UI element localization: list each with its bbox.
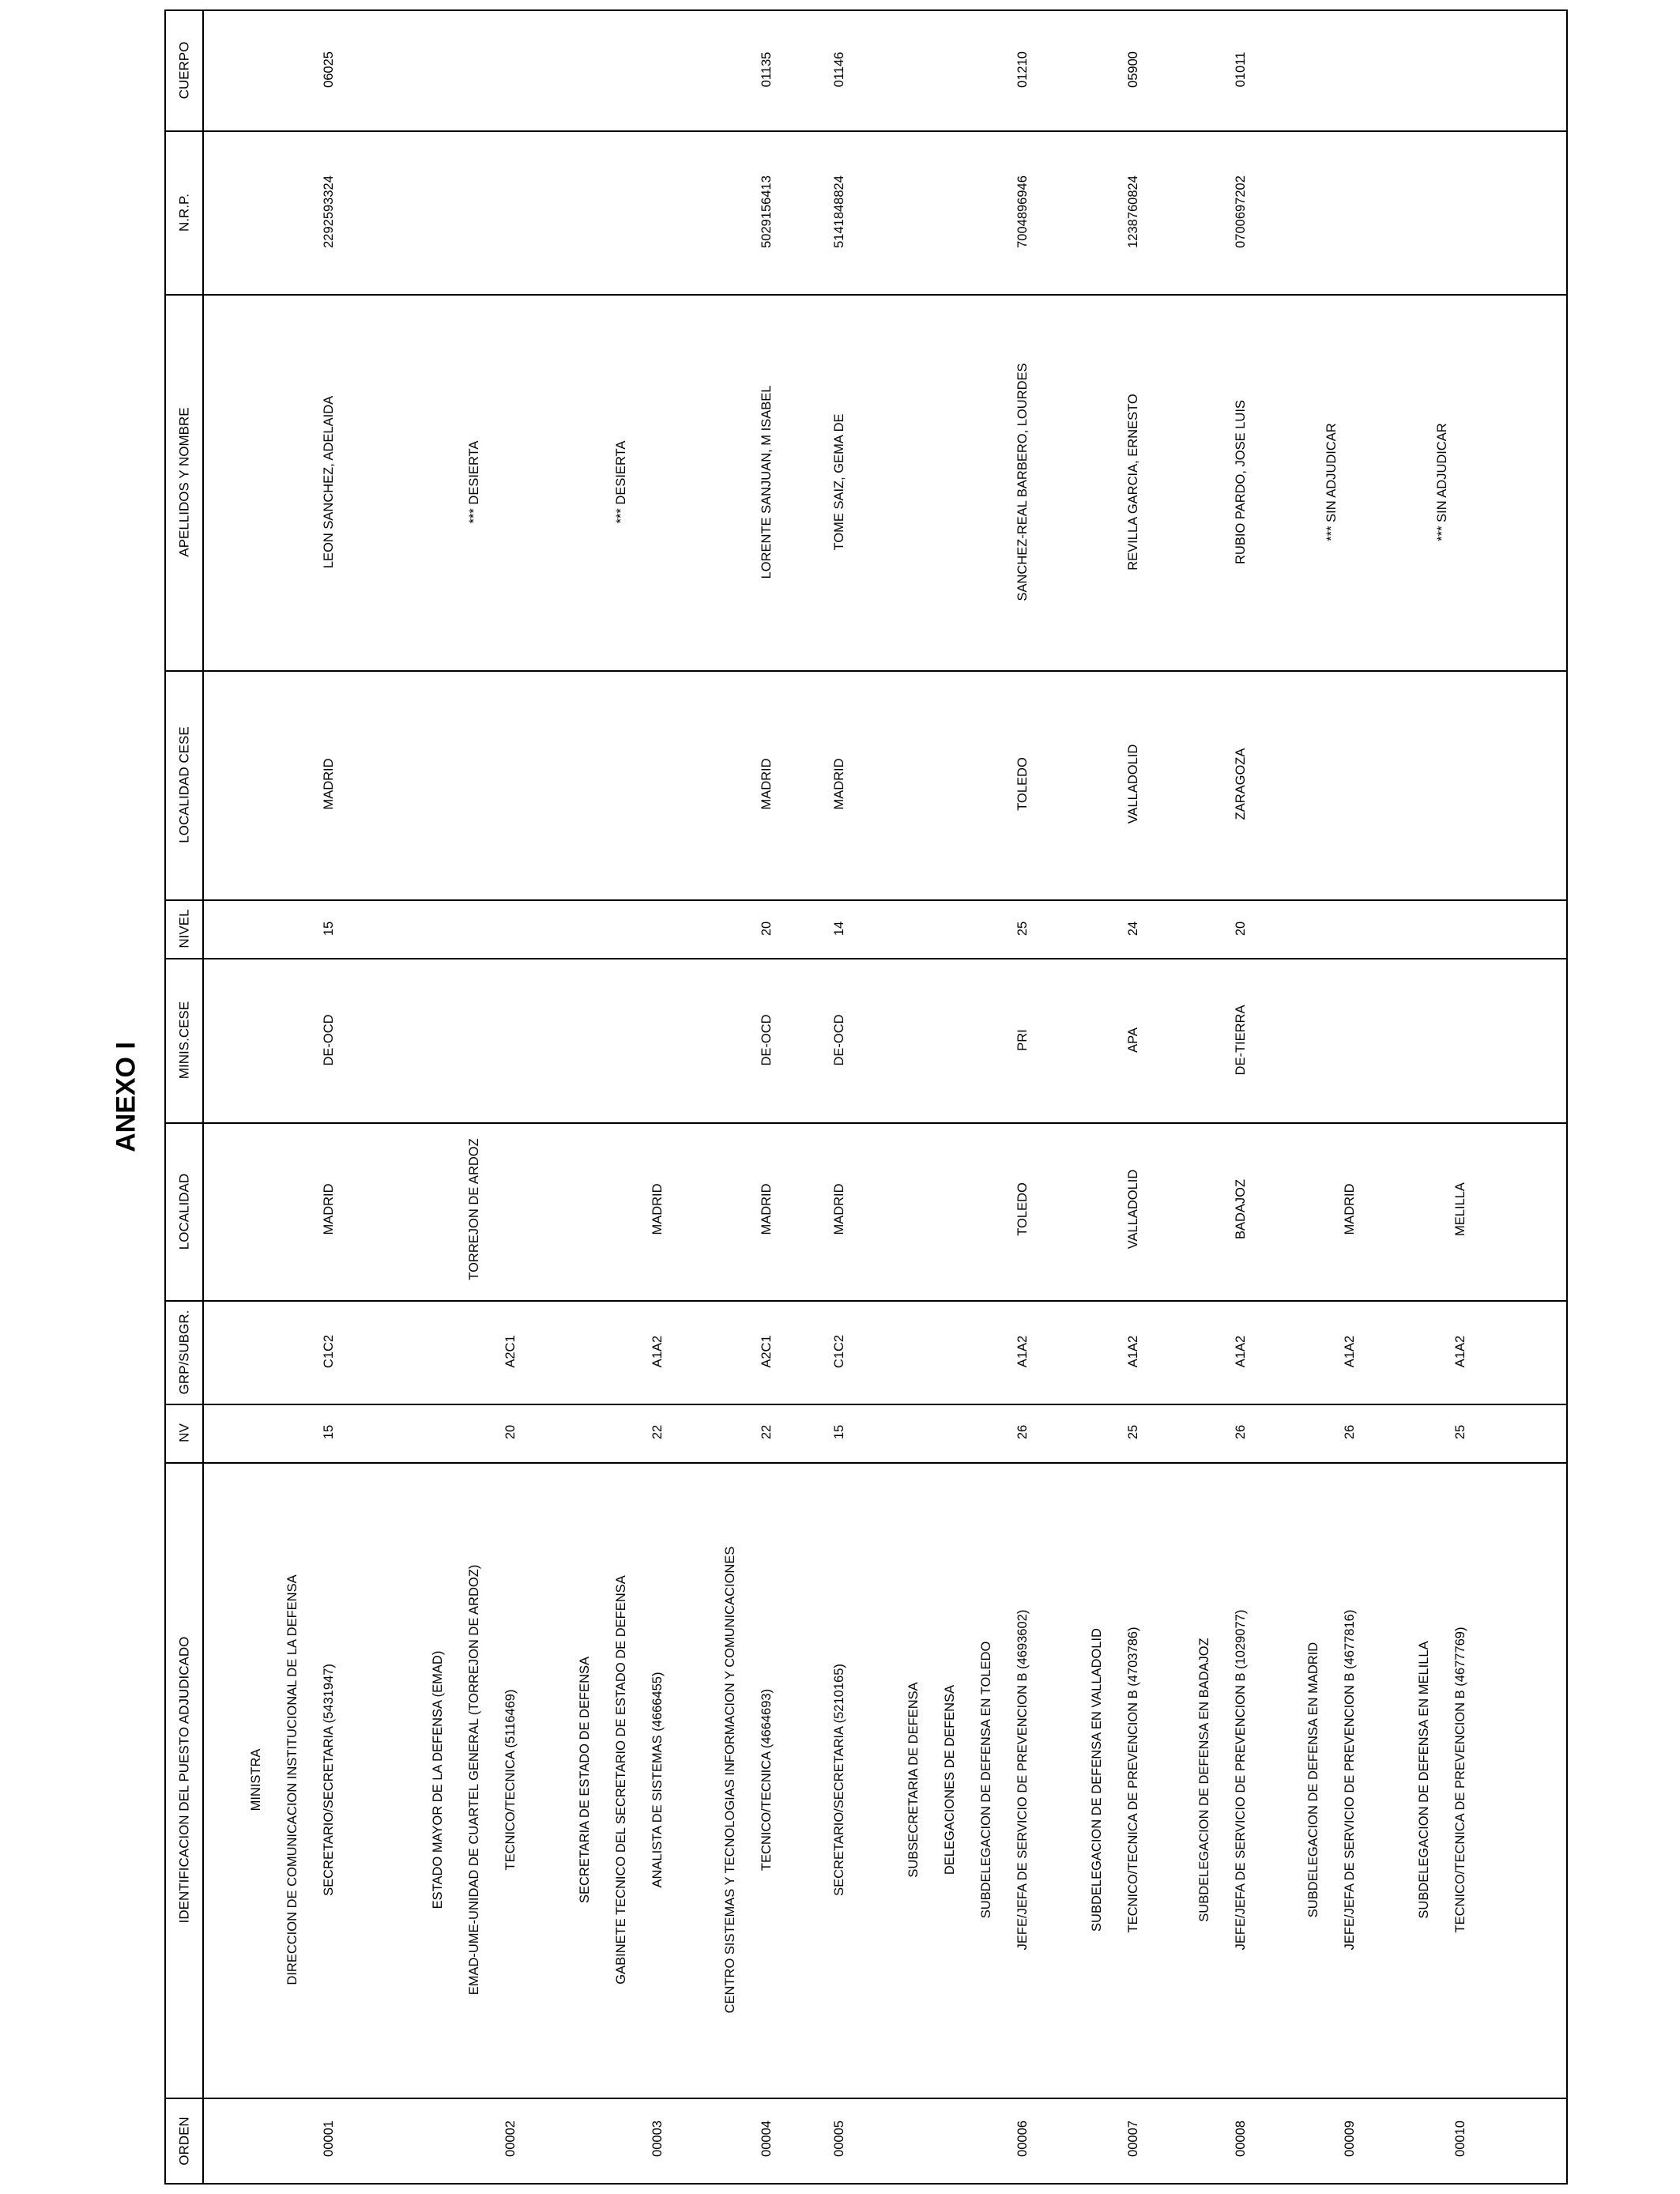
cell-loc_cese-text: MADRID bbox=[759, 758, 774, 810]
cell-nv-text: 15 bbox=[831, 1424, 846, 1440]
cell-grp-text: A1A2 bbox=[1015, 1335, 1030, 1368]
cell-nrp-text: 0700697202 bbox=[1233, 175, 1248, 248]
cell-orden-text: 00008 bbox=[1233, 2120, 1248, 2157]
cell-localidad-text: TOLEDO bbox=[1015, 1182, 1030, 1236]
puesto-line-text: SUBDELEGACION DE DEFENSA EN MADRID bbox=[1305, 1642, 1320, 1918]
cell-grp-text: A1A2 bbox=[1125, 1335, 1140, 1368]
column-divider bbox=[164, 130, 1568, 132]
cell-orden-text: 00002 bbox=[503, 2120, 518, 2157]
cell-apellidos-text: LORENTE SANJUAN, M ISABEL bbox=[759, 385, 774, 579]
cell-localidad-text: MADRID bbox=[1342, 1183, 1357, 1235]
cell-orden-text: 00009 bbox=[1342, 2120, 1357, 2157]
header-orden-text: ORDEN bbox=[176, 2117, 192, 2166]
header-cuerpo-text: CUERPO bbox=[176, 41, 192, 99]
cell-cuerpo-text: 06025 bbox=[321, 51, 336, 88]
table-frame bbox=[164, 9, 1568, 2185]
puesto-line-text: SUBDELEGACION DE DEFENSA EN MELILLA bbox=[1416, 1641, 1431, 1919]
cell-apellidos-text: *** DESIERTA bbox=[466, 440, 481, 524]
puesto-line-text: SECRETARIO/SECRETARIA (5431947) bbox=[321, 1664, 336, 1896]
cell-localidad-text: VALLADOLID bbox=[1125, 1169, 1140, 1250]
cell-apellidos-text: LEON SANCHEZ, ADELAIDA bbox=[321, 395, 336, 569]
cell-nv-text: 25 bbox=[1125, 1424, 1140, 1440]
cell-cuerpo-text: 05900 bbox=[1125, 51, 1140, 88]
header-nivel-text: NIVEL bbox=[176, 909, 192, 948]
cell-localidad-text: MADRID bbox=[321, 1183, 336, 1235]
column-divider bbox=[164, 294, 1568, 296]
cell-nv-text: 26 bbox=[1233, 1424, 1248, 1440]
cell-apellidos-text: *** SIN ADJUDICAR bbox=[1324, 423, 1339, 541]
puesto-line-text: SUBDELEGACION DE DEFENSA EN BADAJOZ bbox=[1196, 1638, 1211, 1922]
puesto-line-text: TECNICO/TECNICA DE PREVENCION B (4703786) bbox=[1125, 1627, 1140, 1933]
cell-nv-text: 22 bbox=[650, 1424, 665, 1440]
cell-orden-text: 00001 bbox=[321, 2120, 336, 2157]
puesto-line-text: ANALISTA DE SISTEMAS (4666455) bbox=[650, 1672, 665, 1888]
cell-nv-text: 22 bbox=[759, 1424, 774, 1440]
cell-nrp-text: 5141848824 bbox=[831, 175, 846, 248]
header-minis-text: MINIS.CESE bbox=[176, 1001, 192, 1080]
cell-grp-text: A1A2 bbox=[650, 1335, 665, 1368]
cell-loc_cese-text: TOLEDO bbox=[1015, 757, 1030, 811]
header-grp-text: GRP/SUBGR. bbox=[176, 1310, 192, 1394]
puesto-line-text: DELEGACIONES DE DEFENSA bbox=[942, 1684, 957, 1875]
cell-apellidos-text: REVILLA GARCIA, ERNESTO bbox=[1125, 394, 1140, 571]
cell-nv-text: 20 bbox=[503, 1424, 518, 1440]
column-divider bbox=[164, 1404, 1568, 1405]
puesto-line-text: JEFE/JEFA DE SERVICIO DE PREVENCION B (1029077) bbox=[1233, 1609, 1248, 1951]
cell-grp-text: C1C2 bbox=[831, 1334, 846, 1369]
puesto-line-text: SUBDELEGACION DE DEFENSA EN VALLADOLID bbox=[1089, 1628, 1104, 1932]
puesto-line-text: TECNICO/TECNICA (4664693) bbox=[759, 1688, 774, 1872]
cell-orden-text: 00010 bbox=[1452, 2120, 1467, 2157]
puesto-line-text: SECRETARIO/SECRETARIA (5210165) bbox=[831, 1664, 846, 1896]
cell-apellidos-text: *** DESIERTA bbox=[613, 440, 628, 524]
cell-orden-text: 00006 bbox=[1015, 2120, 1030, 2157]
cell-minis-text: DE-OCD bbox=[321, 1014, 336, 1066]
cell-grp-text: A1A2 bbox=[1233, 1335, 1248, 1368]
header-divider bbox=[202, 9, 204, 2185]
cell-nivel-text: 14 bbox=[831, 921, 846, 937]
puesto-line-text: JEFE/JEFA DE SERVICIO DE PREVENCION B (4693602) bbox=[1015, 1609, 1030, 1951]
cell-minis-text: DE-OCD bbox=[759, 1014, 774, 1066]
cell-loc_cese-text: VALLADOLID bbox=[1125, 744, 1140, 824]
cell-nv-text: 26 bbox=[1342, 1424, 1357, 1440]
cell-cuerpo-text: 01135 bbox=[759, 51, 774, 88]
cell-nrp-text: 5029156413 bbox=[759, 175, 774, 248]
cell-nivel-text: 20 bbox=[1233, 921, 1248, 937]
column-divider bbox=[164, 1462, 1568, 1464]
column-divider bbox=[164, 1300, 1568, 1302]
puesto-line-text: JEFE/JEFA DE SERVICIO DE PREVENCION B (4677816) bbox=[1342, 1609, 1357, 1951]
cell-orden-text: 00004 bbox=[759, 2120, 774, 2157]
header-nv-text: NV bbox=[176, 1423, 192, 1442]
puesto-line-text: SUBDELEGACION DE DEFENSA EN TOLEDO bbox=[978, 1641, 993, 1919]
puesto-line-text: EMAD-UME-UNIDAD DE CUARTEL GENERAL (TORREJON DE ARDOZ) bbox=[466, 1564, 481, 1996]
cell-apellidos-text: TOME SAIZ, GEMA DE bbox=[831, 413, 846, 551]
cell-localidad-text: BADAJOZ bbox=[1233, 1178, 1248, 1240]
cell-apellidos-text: RUBIO PARDO, JOSE LUIS bbox=[1233, 400, 1248, 564]
header-apellidos-text: APELLIDOS Y NOMBRE bbox=[176, 407, 192, 557]
cell-localidad-text: MADRID bbox=[650, 1183, 665, 1235]
cell-localidad-text: MADRID bbox=[759, 1183, 774, 1235]
cell-grp-text: A1A2 bbox=[1342, 1335, 1357, 1368]
cell-grp-text: A1A2 bbox=[1452, 1335, 1467, 1368]
header-loc_cese-text: LOCALIDAD CESE bbox=[176, 726, 192, 843]
cell-loc_cese-text: MADRID bbox=[321, 758, 336, 810]
page-title-text: ANEXO I bbox=[111, 1042, 141, 1152]
cell-cuerpo-text: 01210 bbox=[1015, 51, 1030, 88]
column-divider bbox=[164, 899, 1568, 901]
puesto-line-text: ESTADO MAYOR DE LA DEFENSA (EMAD) bbox=[430, 1650, 445, 1909]
cell-minis-text: PRI bbox=[1015, 1029, 1030, 1051]
cell-minis-text: DE-TIERRA bbox=[1233, 1005, 1248, 1076]
cell-orden-text: 00003 bbox=[650, 2120, 665, 2157]
puesto-line-text: TECNICO/TECNICA DE PREVENCION B (4677769) bbox=[1452, 1627, 1467, 1933]
cell-nrp-text: 2292593324 bbox=[321, 175, 336, 248]
cell-cuerpo-text: 01146 bbox=[831, 51, 846, 88]
column-divider bbox=[164, 2098, 1568, 2099]
cell-loc_cese-text: MADRID bbox=[831, 758, 846, 810]
cell-nrp-text: 1238760824 bbox=[1125, 175, 1140, 248]
cell-nivel-text: 24 bbox=[1125, 921, 1140, 937]
puesto-line-text: DIRECCION DE COMUNICACION INSTITUCIONAL DE LA DEFENSA bbox=[284, 1574, 299, 1985]
cell-minis-text: APA bbox=[1125, 1027, 1140, 1053]
cell-grp-text: A2C1 bbox=[759, 1335, 774, 1368]
cell-localidad-text: TORREJON DE ARDOZ bbox=[466, 1138, 481, 1280]
header-puesto-text: IDENTIFICACION DEL PUESTO ADJUDICADO bbox=[176, 1636, 192, 1924]
cell-nivel-text: 20 bbox=[759, 921, 774, 937]
column-divider bbox=[164, 670, 1568, 672]
header-nrp-text: N.R.P. bbox=[176, 193, 192, 232]
cell-cuerpo-text: 01011 bbox=[1233, 51, 1248, 88]
puesto-line-text: TECNICO/TECNICA (5116469) bbox=[503, 1689, 518, 1871]
cell-nrp-text: 7004896946 bbox=[1015, 175, 1030, 248]
column-divider bbox=[164, 1122, 1568, 1124]
puesto-line-text: SECRETARIA DE ESTADO DE DEFENSA bbox=[577, 1656, 592, 1904]
puesto-line-text: SUBSECRETARIA DE DEFENSA bbox=[906, 1682, 921, 1878]
cell-grp-text: A2C1 bbox=[503, 1335, 518, 1368]
header-localidad-text: LOCALIDAD bbox=[176, 1173, 192, 1250]
cell-nv-text: 26 bbox=[1015, 1424, 1030, 1440]
puesto-line-text: CENTRO SISTEMAS Y TECNOLOGIAS INFORMACION Y COMUNICACIONES bbox=[722, 1546, 737, 2014]
cell-grp-text: C1C2 bbox=[321, 1334, 336, 1369]
cell-nivel-text: 15 bbox=[321, 921, 336, 937]
cell-orden-text: 00007 bbox=[1125, 2120, 1140, 2157]
cell-minis-text: DE-OCD bbox=[831, 1014, 846, 1066]
cell-nv-text: 15 bbox=[321, 1424, 336, 1440]
cell-apellidos-text: SANCHEZ-REAL BARBERO, LOURDES bbox=[1015, 363, 1030, 601]
puesto-line-text: MINISTRA bbox=[248, 1748, 263, 1811]
cell-localidad-text: MELILLA bbox=[1452, 1182, 1467, 1236]
cell-orden-text: 00005 bbox=[831, 2120, 846, 2157]
cell-loc_cese-text: ZARAGOZA bbox=[1233, 748, 1248, 820]
cell-nivel-text: 25 bbox=[1015, 921, 1030, 937]
cell-nv-text: 25 bbox=[1452, 1424, 1467, 1440]
column-divider bbox=[164, 958, 1568, 959]
cell-apellidos-text: *** SIN ADJUDICAR bbox=[1434, 423, 1449, 541]
puesto-line-text: GABINETE TECNICO DEL SECRETARIO DE ESTADO DE DEFENSA bbox=[613, 1575, 628, 1985]
cell-localidad-text: MADRID bbox=[831, 1183, 846, 1235]
